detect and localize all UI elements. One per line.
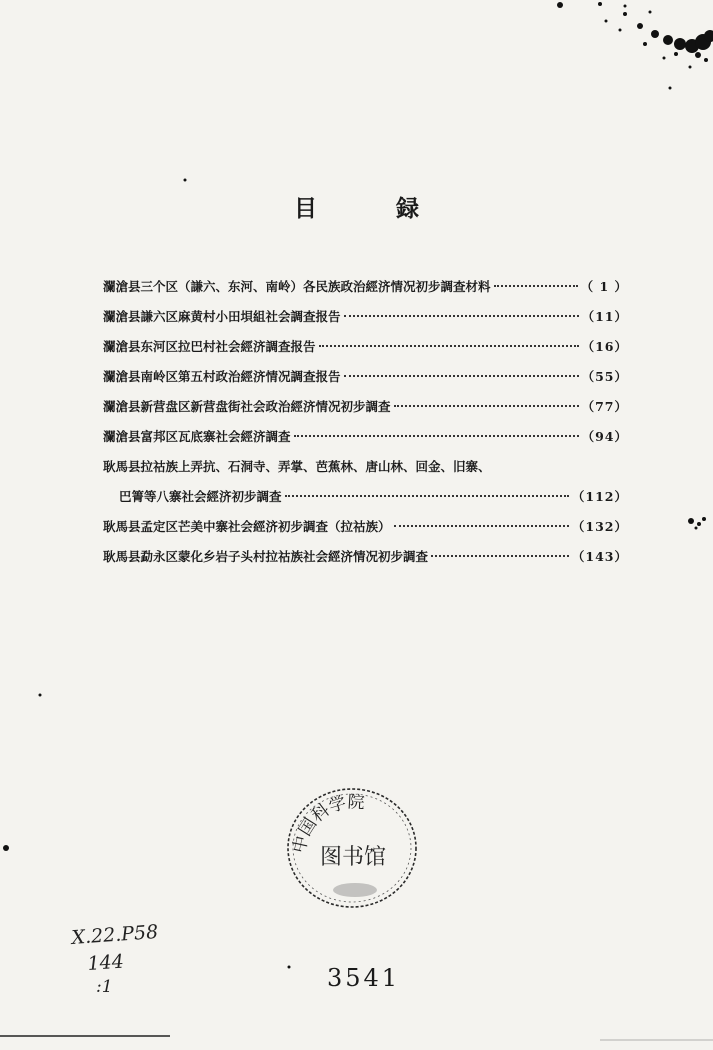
toc-entry-page: （11） <box>581 309 628 324</box>
toc-entry-page: （143） <box>571 549 628 564</box>
toc-entry-page: （94） <box>581 429 628 444</box>
toc-entry-page: （16） <box>581 339 628 354</box>
leader-dots <box>319 345 579 347</box>
toc-entry-title: 瀾滄县富邦区瓦底寨社会經济調查 <box>103 429 291 444</box>
toc-entry-title: 瀾滄县謙六区麻黄村小田垻組社会調查报告 <box>103 309 341 324</box>
toc-entry-2[interactable] <box>103 302 628 332</box>
toc-entry-page: （112） <box>571 489 628 504</box>
library-stamp <box>283 784 421 912</box>
toc-entry-title: 瀾滄县南岭区第五村政治經济情况調查报告 <box>103 369 341 384</box>
toc-entry-title: 耿馬县拉祜族上弄抗、石洞寺、弄掌、芭蕉林、唐山林、回金、旧寨、 <box>103 459 491 474</box>
leader-dots <box>344 375 579 377</box>
stamp-top-text: 中国科学院 <box>289 792 366 855</box>
page-title: 目 録 <box>294 195 447 222</box>
toc-entry-8[interactable] <box>103 512 628 542</box>
toc-entry-5[interactable] <box>103 392 628 422</box>
leader-dots <box>294 435 579 437</box>
leader-dots <box>394 405 579 407</box>
toc-entry-1[interactable] <box>103 272 628 302</box>
stamped-page-number: 3541 <box>327 964 401 992</box>
stamp-center-text: 图书馆 <box>319 845 387 870</box>
toc-entry-4[interactable] <box>103 362 628 392</box>
leader-dots <box>285 495 569 497</box>
toc-entry-page: （132） <box>571 519 628 534</box>
toc-entry-title: 耿馬县孟定区芒美中寨社会經济初步調查（拉祜族） <box>103 519 391 534</box>
toc-entry-title-continued: 巴箐等八寨社会經济初步調查 <box>119 489 282 504</box>
toc-entry-title: 耿馬县勐永区蒙化乡岩子头村拉祜族社会經济情况初步調查 <box>103 549 429 564</box>
handwritten-line-3: :1 <box>96 977 113 997</box>
toc-entry-title: 瀾滄县三个区（謙六、东河、南岭）各民族政治經济情况初步調查材料 <box>103 279 491 294</box>
toc-entry-6[interactable] <box>103 422 628 452</box>
toc-entry-title: 瀾滄县新营盘区新营盘街社会政治經济情况初步調查 <box>103 399 391 414</box>
leader-dots <box>394 525 569 527</box>
toc-entry-title: 瀾滄县东河区拉巴村社会經济調查报告 <box>103 339 316 354</box>
toc-entry-3[interactable] <box>103 332 628 362</box>
leader-dots <box>431 555 569 557</box>
leader-dots <box>344 315 579 317</box>
toc-entry-page: （ 1 ） <box>580 279 628 294</box>
toc-entry-7[interactable] <box>103 452 628 512</box>
handwritten-line-1: X.22.P58 <box>70 922 159 949</box>
toc-entry-page: （55） <box>581 369 628 384</box>
toc-entry-page: （77） <box>581 399 628 414</box>
toc-entry-9[interactable] <box>103 542 628 572</box>
leader-dots <box>494 285 578 287</box>
handwritten-line-2: 144 <box>86 950 125 975</box>
handwritten-call-number <box>70 922 180 1002</box>
table-of-contents <box>103 272 628 572</box>
